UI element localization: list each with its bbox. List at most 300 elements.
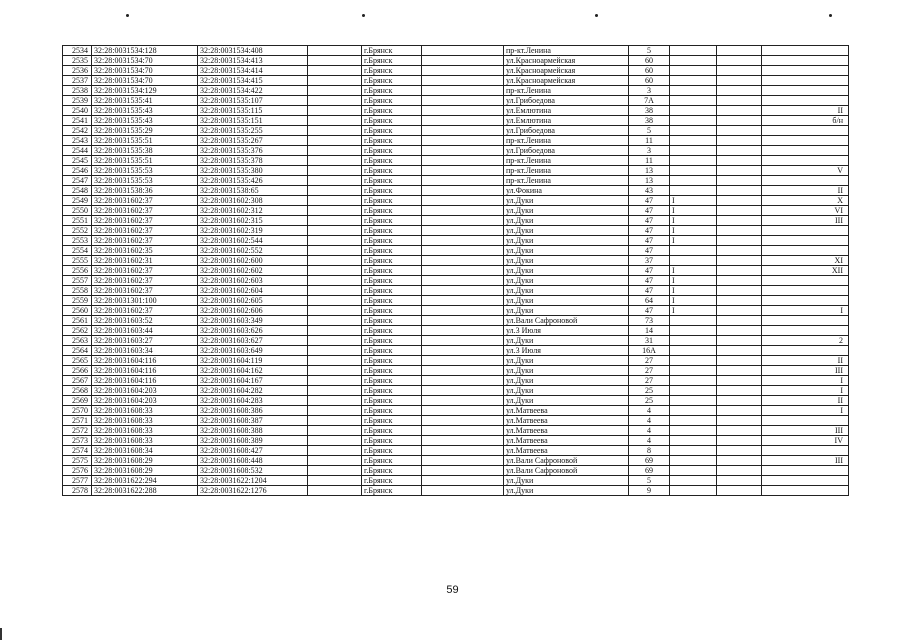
cell-parcel-number: 32:28:0031602:37: [92, 276, 198, 286]
cell-empty-col: [308, 226, 362, 236]
table-row: [63, 466, 849, 476]
cell-street: ул.Дуки: [504, 486, 629, 496]
cell-empty-col: [308, 236, 362, 246]
scan-mark-2: [362, 14, 365, 17]
cell-parcel-number: 32:28:0031534:70: [92, 76, 198, 86]
cell-house-number: 27: [629, 376, 670, 386]
cell-city: г.Брянск: [362, 266, 422, 276]
cell-parcel-number: 32:28:0031535:53: [92, 166, 198, 176]
cell-house-number: 69: [629, 466, 670, 476]
scan-edge-mark: [0, 628, 2, 640]
cell-object-number: 32:28:0031538:65: [198, 186, 308, 196]
table-row: [63, 386, 849, 396]
cell-empty-col: [308, 406, 362, 416]
cell-flag: [670, 436, 717, 446]
cell-empty-col: [422, 326, 504, 336]
cell-house-number: 5: [629, 46, 670, 56]
cell-premises: [762, 56, 849, 66]
cell-object-number: 32:28:0031604:162: [198, 366, 308, 376]
cell-empty-col: [717, 356, 762, 366]
cell-city: г.Брянск: [362, 426, 422, 436]
cell-flag: [670, 166, 717, 176]
cell-empty-col: [422, 196, 504, 206]
cell-row-number: 2578: [63, 486, 92, 496]
cell-parcel-number: 32:28:0031602:37: [92, 216, 198, 226]
cell-flag: [670, 106, 717, 116]
cell-empty-col: [308, 246, 362, 256]
cell-city: г.Брянск: [362, 176, 422, 186]
cell-object-number: 32:28:0031535:267: [198, 136, 308, 146]
cell-street: ул.Грибоедова: [504, 96, 629, 106]
cell-premises: I: [762, 306, 849, 316]
cell-flag: [670, 116, 717, 126]
cell-empty-col: [717, 216, 762, 226]
cell-premises: [762, 246, 849, 256]
cell-empty-col: [308, 66, 362, 76]
cell-parcel-number: 32:28:0031301:100: [92, 296, 198, 306]
table-row: [63, 286, 849, 296]
cell-empty-col: [422, 266, 504, 276]
cell-empty-col: [717, 186, 762, 196]
cell-house-number: 8: [629, 446, 670, 456]
cell-premises: [762, 156, 849, 166]
cell-empty-col: [717, 286, 762, 296]
cell-parcel-number: 32:28:0031608:29: [92, 466, 198, 476]
cell-empty-col: [717, 386, 762, 396]
cell-row-number: 2538: [63, 86, 92, 96]
cell-premises: I: [762, 386, 849, 396]
table-row: [63, 316, 849, 326]
cell-house-number: 16А: [629, 346, 670, 356]
cell-street: ул.Матвеева: [504, 426, 629, 436]
table-row: [63, 336, 849, 346]
cell-parcel-number: 32:28:0031602:37: [92, 226, 198, 236]
cell-flag: [670, 86, 717, 96]
cell-street: ул.Матвеева: [504, 446, 629, 456]
table-row: [63, 266, 849, 276]
cell-city: г.Брянск: [362, 106, 422, 116]
cell-premises: [762, 466, 849, 476]
cell-premises: III: [762, 456, 849, 466]
cell-empty-col: [717, 246, 762, 256]
cell-street: ул.Вали Сафроновой: [504, 456, 629, 466]
cell-empty-col: [308, 126, 362, 136]
table-row: [63, 96, 849, 106]
cell-flag: [670, 346, 717, 356]
cell-city: г.Брянск: [362, 466, 422, 476]
cell-flag: I: [670, 296, 717, 306]
table-row: [63, 126, 849, 136]
table-row: [63, 196, 849, 206]
cell-flag: [670, 176, 717, 186]
cell-empty-col: [422, 96, 504, 106]
cell-empty-col: [717, 366, 762, 376]
cell-empty-col: [422, 276, 504, 286]
cell-empty-col: [308, 416, 362, 426]
cell-empty-col: [422, 386, 504, 396]
cell-flag: [670, 386, 717, 396]
cell-city: г.Брянск: [362, 226, 422, 236]
cell-parcel-number: 32:28:0031608:33: [92, 416, 198, 426]
cell-empty-col: [308, 296, 362, 306]
cell-empty-col: [422, 186, 504, 196]
cell-parcel-number: 32:28:0031534:128: [92, 46, 198, 56]
cell-row-number: 2549: [63, 196, 92, 206]
cell-row-number: 2573: [63, 436, 92, 446]
cell-house-number: 13: [629, 166, 670, 176]
cell-row-number: 2544: [63, 146, 92, 156]
cell-city: г.Брянск: [362, 116, 422, 126]
cell-house-number: 43: [629, 186, 670, 196]
cell-object-number: 32:28:0031604:167: [198, 376, 308, 386]
cell-premises: [762, 146, 849, 156]
cell-empty-col: [422, 66, 504, 76]
cell-empty-col: [422, 466, 504, 476]
cell-flag: I: [670, 266, 717, 276]
cell-premises: [762, 46, 849, 56]
cell-street: ул.Фокина: [504, 186, 629, 196]
cell-street: ул.Дуки: [504, 376, 629, 386]
cell-parcel-number: 32:28:0031603:44: [92, 326, 198, 336]
cell-premises: [762, 446, 849, 456]
cell-flag: [670, 356, 717, 366]
cell-city: г.Брянск: [362, 476, 422, 486]
cell-flag: I: [670, 196, 717, 206]
scan-mark-3: [595, 14, 598, 17]
cell-premises: б/н: [762, 116, 849, 126]
table-row: [63, 146, 849, 156]
cell-flag: I: [670, 306, 717, 316]
cell-object-number: 32:28:0031534:414: [198, 66, 308, 76]
cell-street: ул.Дуки: [504, 366, 629, 376]
cell-empty-col: [308, 476, 362, 486]
cell-empty-col: [717, 346, 762, 356]
cell-empty-col: [308, 156, 362, 166]
cell-object-number: 32:28:0031604:282: [198, 386, 308, 396]
cell-flag: [670, 316, 717, 326]
cell-empty-col: [308, 366, 362, 376]
cell-row-number: 2560: [63, 306, 92, 316]
cell-parcel-number: 32:28:0031622:288: [92, 486, 198, 496]
cell-object-number: 32:28:0031602:544: [198, 236, 308, 246]
cell-empty-col: [717, 226, 762, 236]
cell-object-number: 32:28:0031608:427: [198, 446, 308, 456]
cell-street: ул.Дуки: [504, 286, 629, 296]
cell-city: г.Брянск: [362, 436, 422, 446]
cell-house-number: 47: [629, 226, 670, 236]
cell-empty-col: [308, 206, 362, 216]
cell-street: ул.Грибоедова: [504, 126, 629, 136]
cell-empty-col: [308, 116, 362, 126]
table-row: [63, 376, 849, 386]
cell-parcel-number: 32:28:0031535:43: [92, 116, 198, 126]
cell-row-number: 2541: [63, 116, 92, 126]
cell-empty-col: [308, 436, 362, 446]
cell-object-number: 32:28:0031604:283: [198, 396, 308, 406]
cell-object-number: 32:28:0031608:386: [198, 406, 308, 416]
scan-mark-4: [829, 14, 832, 17]
cell-empty-col: [308, 336, 362, 346]
cell-empty-col: [422, 406, 504, 416]
cell-street: ул.Дуки: [504, 226, 629, 236]
cell-object-number: 32:28:0031534:408: [198, 46, 308, 56]
cell-row-number: 2547: [63, 176, 92, 186]
cell-empty-col: [717, 256, 762, 266]
cell-street: пр-кт.Ленина: [504, 166, 629, 176]
cell-empty-col: [422, 336, 504, 346]
cell-empty-col: [308, 386, 362, 396]
cell-row-number: 2577: [63, 476, 92, 486]
cell-flag: [670, 416, 717, 426]
cell-parcel-number: 32:28:0031604:116: [92, 366, 198, 376]
cell-house-number: 13: [629, 176, 670, 186]
cell-row-number: 2575: [63, 456, 92, 466]
cell-row-number: 2548: [63, 186, 92, 196]
cell-object-number: 32:28:0031608:387: [198, 416, 308, 426]
cell-city: г.Брянск: [362, 166, 422, 176]
cell-street: ул.Дуки: [504, 306, 629, 316]
cell-flag: [670, 256, 717, 266]
cell-city: г.Брянск: [362, 486, 422, 496]
cell-premises: III: [762, 426, 849, 436]
cell-row-number: 2558: [63, 286, 92, 296]
table-row: [63, 306, 849, 316]
cell-empty-col: [422, 446, 504, 456]
cell-house-number: 38: [629, 116, 670, 126]
table-row: [63, 56, 849, 66]
cell-city: г.Брянск: [362, 386, 422, 396]
cell-city: г.Брянск: [362, 126, 422, 136]
cell-premises: [762, 286, 849, 296]
cell-premises: [762, 476, 849, 486]
cell-street: ул.Дуки: [504, 206, 629, 216]
cell-empty-col: [308, 266, 362, 276]
cell-flag: I: [670, 216, 717, 226]
cell-empty-col: [422, 226, 504, 236]
cell-house-number: 27: [629, 356, 670, 366]
cell-street: ул.Дуки: [504, 276, 629, 286]
cell-object-number: 32:28:0031603:627: [198, 336, 308, 346]
cell-parcel-number: 32:28:0031535:53: [92, 176, 198, 186]
cell-city: г.Брянск: [362, 356, 422, 366]
cell-house-number: 4: [629, 426, 670, 436]
cell-house-number: 37: [629, 256, 670, 266]
cell-city: г.Брянск: [362, 46, 422, 56]
cell-street: ул.Красноармейская: [504, 76, 629, 86]
cell-empty-col: [717, 426, 762, 436]
table-row: [63, 356, 849, 366]
cell-object-number: 32:28:0031602:602: [198, 266, 308, 276]
cell-house-number: 11: [629, 136, 670, 146]
cell-flag: I: [670, 236, 717, 246]
cell-empty-col: [717, 236, 762, 246]
cell-street: ул.3 Июля: [504, 326, 629, 336]
cell-premises: VI: [762, 206, 849, 216]
cell-parcel-number: 32:28:0031602:37: [92, 266, 198, 276]
cell-empty-col: [308, 106, 362, 116]
cell-street: ул.Дуки: [504, 236, 629, 246]
cell-city: г.Брянск: [362, 316, 422, 326]
cell-house-number: 4: [629, 416, 670, 426]
cell-flag: [670, 56, 717, 66]
cell-object-number: 32:28:0031534:413: [198, 56, 308, 66]
cell-city: г.Брянск: [362, 56, 422, 66]
cell-city: г.Брянск: [362, 276, 422, 286]
cell-parcel-number: 32:28:0031534:70: [92, 66, 198, 76]
cell-empty-col: [422, 126, 504, 136]
cell-empty-col: [717, 136, 762, 146]
cell-row-number: 2569: [63, 396, 92, 406]
cell-empty-col: [422, 176, 504, 186]
cell-street: ул.Матвеева: [504, 416, 629, 426]
cell-row-number: 2567: [63, 376, 92, 386]
cell-premises: [762, 226, 849, 236]
cell-premises: [762, 416, 849, 426]
cell-city: г.Брянск: [362, 236, 422, 246]
cell-empty-col: [717, 266, 762, 276]
cell-flag: [670, 136, 717, 146]
cell-object-number: 32:28:0031602:605: [198, 296, 308, 306]
cell-flag: [670, 66, 717, 76]
cell-row-number: 2561: [63, 316, 92, 326]
cell-house-number: 3: [629, 146, 670, 156]
cell-city: г.Брянск: [362, 76, 422, 86]
table-row: [63, 346, 849, 356]
cell-parcel-number: 32:28:0031602:35: [92, 246, 198, 256]
cell-city: г.Брянск: [362, 216, 422, 226]
table-row: [63, 226, 849, 236]
cell-parcel-number: 32:28:0031608:33: [92, 436, 198, 446]
cell-row-number: 2562: [63, 326, 92, 336]
cell-premises: [762, 486, 849, 496]
cell-parcel-number: 32:28:0031534:129: [92, 86, 198, 96]
cell-city: г.Брянск: [362, 246, 422, 256]
cell-empty-col: [308, 76, 362, 86]
cell-parcel-number: 32:28:0031602:37: [92, 196, 198, 206]
cell-parcel-number: 32:28:0031602:37: [92, 206, 198, 216]
cell-empty-col: [308, 426, 362, 436]
cell-house-number: 25: [629, 396, 670, 406]
cell-street: ул.Дуки: [504, 386, 629, 396]
cell-house-number: 60: [629, 56, 670, 66]
table-row: [63, 216, 849, 226]
cell-empty-col: [422, 426, 504, 436]
cell-premises: [762, 126, 849, 136]
cell-empty-col: [717, 396, 762, 406]
cell-empty-col: [308, 376, 362, 386]
cell-object-number: 32:28:0031602:604: [198, 286, 308, 296]
cell-city: г.Брянск: [362, 286, 422, 296]
cell-empty-col: [422, 46, 504, 56]
cell-street: ул.3 Июля: [504, 346, 629, 356]
cell-city: г.Брянск: [362, 446, 422, 456]
cell-parcel-number: 32:28:0031608:29: [92, 456, 198, 466]
table-row: [63, 236, 849, 246]
cell-premises: XII: [762, 266, 849, 276]
table-row: [63, 446, 849, 456]
cell-object-number: 32:28:0031535:380: [198, 166, 308, 176]
table-row: [63, 296, 849, 306]
cell-empty-col: [308, 276, 362, 286]
cell-parcel-number: 32:28:0031608:34: [92, 446, 198, 456]
table-row: [63, 246, 849, 256]
cell-parcel-number: 32:28:0031602:37: [92, 236, 198, 246]
cell-street: ул.Дуки: [504, 356, 629, 366]
table-row: [63, 106, 849, 116]
cell-premises: I: [762, 376, 849, 386]
cell-empty-col: [422, 236, 504, 246]
cell-empty-col: [308, 446, 362, 456]
cell-house-number: 60: [629, 76, 670, 86]
cell-house-number: 47: [629, 306, 670, 316]
cell-empty-col: [308, 306, 362, 316]
cell-premises: II: [762, 106, 849, 116]
cell-object-number: 32:28:0031604:119: [198, 356, 308, 366]
cell-row-number: 2568: [63, 386, 92, 396]
cell-row-number: 2543: [63, 136, 92, 146]
table-row: [63, 406, 849, 416]
cell-empty-col: [308, 396, 362, 406]
cell-flag: [670, 46, 717, 56]
cell-row-number: 2557: [63, 276, 92, 286]
cell-parcel-number: 32:28:0031604:116: [92, 376, 198, 386]
cell-empty-col: [717, 66, 762, 76]
cell-house-number: 47: [629, 196, 670, 206]
cell-object-number: 32:28:0031535:151: [198, 116, 308, 126]
cell-object-number: 32:28:0031603:626: [198, 326, 308, 336]
cell-flag: [670, 366, 717, 376]
cell-city: г.Брянск: [362, 326, 422, 336]
cell-row-number: 2559: [63, 296, 92, 306]
scan-mark-1: [126, 14, 129, 17]
cell-premises: 2: [762, 336, 849, 346]
cell-flag: [670, 246, 717, 256]
cell-empty-col: [717, 296, 762, 306]
cell-premises: V: [762, 166, 849, 176]
cell-empty-col: [308, 356, 362, 366]
cell-flag: I: [670, 226, 717, 236]
cell-parcel-number: 32:28:0031535:51: [92, 156, 198, 166]
cell-city: г.Брянск: [362, 66, 422, 76]
cell-object-number: 32:28:0031602:606: [198, 306, 308, 316]
cell-city: г.Брянск: [362, 346, 422, 356]
cell-house-number: 5: [629, 476, 670, 486]
cell-city: г.Брянск: [362, 306, 422, 316]
cell-empty-col: [308, 186, 362, 196]
cell-empty-col: [717, 106, 762, 116]
cell-empty-col: [422, 316, 504, 326]
cell-parcel-number: 32:28:0031608:33: [92, 426, 198, 436]
cell-empty-col: [717, 206, 762, 216]
cell-parcel-number: 32:28:0031538:36: [92, 186, 198, 196]
table-row: [63, 116, 849, 126]
cell-empty-col: [717, 456, 762, 466]
cell-flag: [670, 466, 717, 476]
cell-city: г.Брянск: [362, 206, 422, 216]
cell-empty-col: [422, 166, 504, 176]
cell-city: г.Брянск: [362, 96, 422, 106]
cell-street: ул.Дуки: [504, 216, 629, 226]
cell-empty-col: [422, 76, 504, 86]
cell-city: г.Брянск: [362, 456, 422, 466]
cell-flag: [670, 406, 717, 416]
cell-flag: [670, 156, 717, 166]
cell-empty-col: [308, 216, 362, 226]
cell-empty-col: [717, 196, 762, 206]
table-row: [63, 186, 849, 196]
cell-object-number: 32:28:0031602:603: [198, 276, 308, 286]
cell-premises: [762, 236, 849, 246]
